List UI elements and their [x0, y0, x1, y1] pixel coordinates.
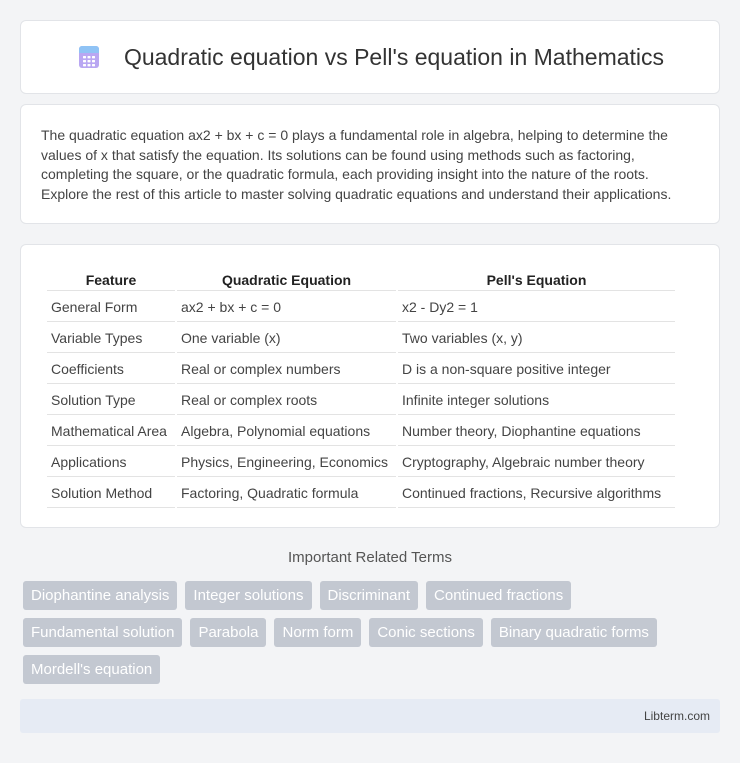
feature-cell: Variable Types — [47, 324, 175, 353]
intro-card — [20, 104, 720, 224]
footer-site-link[interactable]: Libterm.com — [643, 709, 710, 723]
quadratic-cell: Factoring, Quadratic formula — [177, 479, 396, 508]
pell-cell: Cryptography, Algebraic number theory — [398, 448, 675, 477]
pell-cell: x2 - Dy2 = 1 — [398, 293, 675, 322]
tag-conic-sections[interactable]: Conic sections — [369, 618, 483, 647]
quadratic-cell: One variable (x) — [177, 324, 396, 353]
tag-continued-fractions[interactable]: Continued fractions — [426, 581, 571, 610]
tag-norm-form[interactable]: Norm form — [274, 618, 361, 647]
header-card — [20, 20, 720, 94]
comparison-card — [20, 244, 720, 528]
feature-cell: Coefficients — [47, 355, 175, 384]
header-pell: Pell's Equation — [398, 267, 675, 291]
tag-mordells-equation[interactable]: Mordell's equation — [23, 655, 160, 684]
table-header-row — [47, 267, 675, 291]
header-quadratic: Quadratic Equation — [177, 267, 396, 291]
pell-cell: Infinite integer solutions — [398, 386, 675, 415]
quadratic-cell: Physics, Engineering, Economics — [177, 448, 396, 477]
footer — [20, 699, 720, 733]
feature-cell: Mathematical Area — [47, 417, 175, 446]
feature-cell: Solution Type — [47, 386, 175, 415]
page-title: Quadratic equation vs Pell's equation in Mathematics — [123, 43, 665, 70]
pell-cell: Continued fractions, Recursive algorithms — [398, 479, 675, 508]
table-row — [47, 417, 675, 446]
tag-binary-quadratic-forms[interactable]: Binary quadratic forms — [491, 618, 657, 647]
calculator-icon — [76, 44, 102, 70]
feature-cell: General Form — [47, 293, 175, 322]
quadratic-cell: Real or complex roots — [177, 386, 396, 415]
pell-cell: Two variables (x, y) — [398, 324, 675, 353]
header-feature: Feature — [47, 267, 175, 291]
quadratic-cell: Algebra, Polynomial equations — [177, 417, 396, 446]
related-terms-title: Important Related Terms — [288, 549, 452, 566]
feature-cell: Applications — [47, 448, 175, 477]
quadratic-cell: Real or complex numbers — [177, 355, 396, 384]
quadratic-cell: ax2 + bx + c = 0 — [177, 293, 396, 322]
tag-fundamental-solution[interactable]: Fundamental solution — [23, 618, 182, 647]
related-terms-list — [23, 581, 713, 684]
table-row — [47, 448, 675, 477]
table-row — [47, 386, 675, 415]
table-row — [47, 293, 675, 322]
tag-integer-solutions[interactable]: Integer solutions — [185, 581, 311, 610]
comparison-table — [45, 265, 677, 510]
pell-cell: Number theory, Diophantine equations — [398, 417, 675, 446]
feature-cell: Solution Method — [47, 479, 175, 508]
tag-parabola[interactable]: Parabola — [190, 618, 266, 647]
table-row — [47, 355, 675, 384]
tag-diophantine-analysis[interactable]: Diophantine analysis — [23, 581, 177, 610]
table-row — [47, 324, 675, 353]
table-row — [47, 479, 675, 508]
intro-paragraph: The quadratic equation ax2 + bx + c = 0 plays a fundamental role in algebra, helping to determine the values of x that satisfy the equation. Its solutions can be found using methods such as factoring, completing the square, or the quadratic formula, each providing insight into the nature of the roots. Explore the rest of this article to master solving quadratic equations and understand their applications. — [41, 127, 672, 202]
tag-discriminant[interactable]: Discriminant — [320, 581, 419, 610]
pell-cell: D is a non-square positive integer — [398, 355, 675, 384]
